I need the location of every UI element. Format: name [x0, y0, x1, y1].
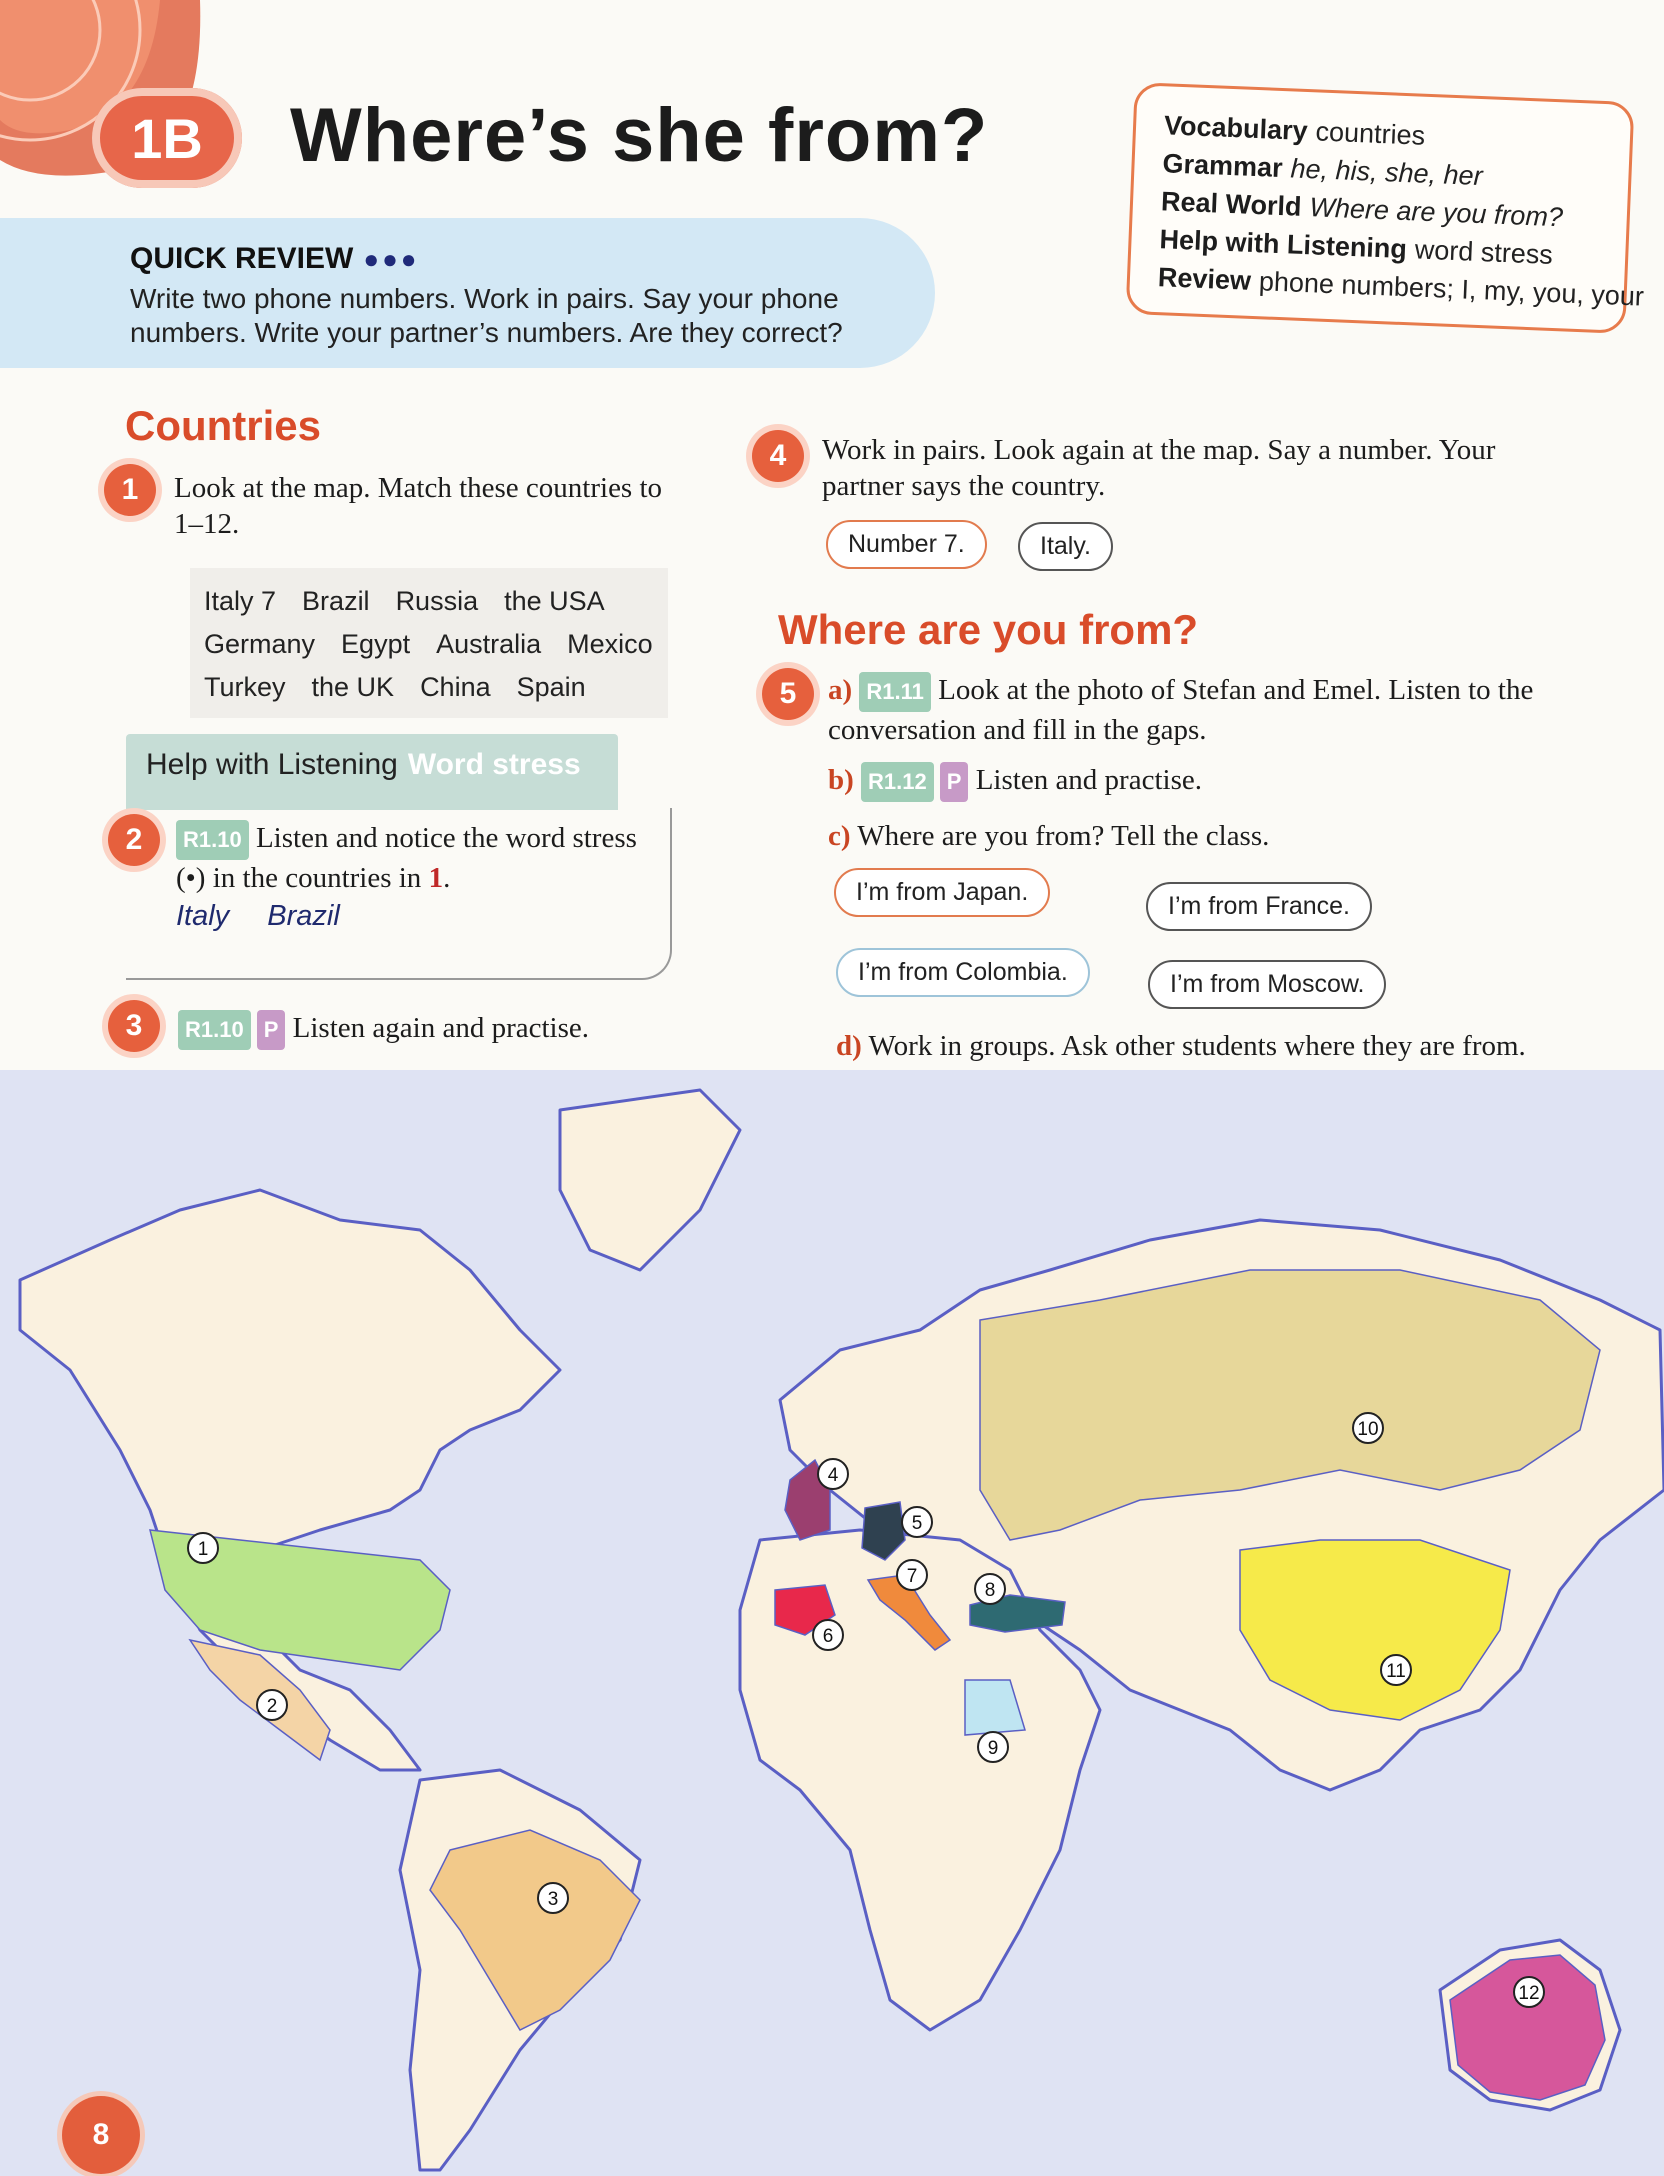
where-from-heading: Where are you from?	[778, 606, 1199, 653]
map-label-text: 10	[1357, 1419, 1379, 1440]
word-australia: Australia	[436, 629, 542, 659]
map-label-text: 9	[987, 1738, 999, 1759]
map-label-text: 5	[911, 1513, 923, 1534]
word-row	[204, 623, 654, 666]
exercise-2-text: R1.10 Listen and notice the word stress (•) in the countries in 1.	[176, 822, 637, 895]
word-turkey: Turkey	[204, 672, 286, 702]
exercise-3-number: 3	[108, 1000, 160, 1052]
map-label-text: 3	[547, 1889, 559, 1910]
word-egypt: Egypt	[341, 629, 411, 659]
quick-review-heading: QUICK REVIEW	[130, 242, 354, 275]
audio-track-tag[interactable]: R1.10	[176, 820, 249, 860]
exercise-1-text: Look at the map. Match these countries to 1–12.	[174, 472, 663, 540]
exercise-4-number: 4	[752, 430, 804, 482]
stress-examples	[176, 900, 340, 933]
map-label-text: 7	[906, 1566, 918, 1587]
countries-heading: Countries	[125, 402, 322, 449]
word-spain: Spain	[516, 672, 586, 702]
exercise-5c-text: c) Where are you from? Tell the class.	[828, 820, 1270, 852]
word-germany: Germany	[204, 629, 316, 659]
exercise-5a-text: a) R1.11 Look at the photo of Stefan and Emel. Listen to the conversation and fill in the gaps.	[828, 674, 1534, 747]
help-listening-title: Help with Listening	[146, 748, 398, 781]
exercise-3-text: R1.10 P Listen again and practise.	[178, 1010, 678, 1050]
exercise-1-number: 1	[104, 464, 156, 516]
quick-review-dots: ●●●	[363, 244, 420, 274]
word-mexico: Mexico	[567, 629, 653, 659]
exercise-5b-text: b) R1.12 P Listen and practise.	[828, 762, 1528, 802]
map-label-text: 6	[822, 1626, 834, 1647]
map-label-3	[538, 1883, 568, 1913]
page-number: 8	[62, 2096, 140, 2174]
help-with-listening-header	[126, 734, 618, 810]
word-uk: the UK	[311, 672, 395, 702]
speech-bubble: I’m from Moscow.	[1148, 960, 1386, 1009]
country-word-box	[190, 568, 668, 718]
word-row	[204, 666, 654, 709]
quick-review-text: Write two phone numbers. Work in pairs. Say your phone numbers. Write your partner’s numbers. Are they correct?	[130, 283, 843, 348]
word-russia: Russia	[395, 586, 479, 616]
word-usa: the USA	[504, 586, 605, 616]
map-label-8	[975, 1574, 1005, 1604]
map-label-6	[813, 1620, 843, 1650]
exercise-5-number: 5	[762, 668, 814, 720]
map-label-5	[902, 1507, 932, 1537]
example-brazil: Brazil	[267, 900, 340, 932]
goal-real-world: Real World Where are you from?	[1160, 186, 1564, 233]
map-label-text: 4	[827, 1465, 839, 1486]
word-italy: Italy 7	[204, 586, 277, 616]
exercise-4-text: Work in pairs. Look again at the map. Say a number. Your partner says the country.	[822, 434, 1496, 502]
map-label-text: 12	[1518, 1983, 1540, 2004]
speech-bubble: Number 7.	[826, 520, 987, 569]
goal-review: Review phone numbers; I, my, you, your	[1157, 262, 1645, 312]
speech-bubble: I’m from Colombia.	[836, 948, 1090, 997]
world-map	[0, 1070, 1664, 2176]
lesson-goals-box	[1126, 82, 1645, 334]
map-label-12	[1514, 1977, 1544, 2007]
pronunciation-tag: P	[940, 762, 969, 802]
exercise-ref: 1	[428, 862, 444, 895]
example-italy: Italy	[176, 900, 230, 932]
map-label-text: 8	[984, 1580, 996, 1601]
map-label-4	[818, 1459, 848, 1489]
map-label-7	[897, 1560, 927, 1590]
word-row	[204, 580, 654, 623]
speech-bubble: I’m from France.	[1146, 882, 1372, 931]
map-label-text: 11	[1386, 1661, 1406, 1682]
map-label-text: 1	[197, 1539, 209, 1560]
map-label-1	[188, 1533, 218, 1563]
page-title: Where’s she from?	[290, 93, 989, 178]
map-label-9	[978, 1732, 1008, 1762]
exercise-2-number: 2	[108, 814, 160, 866]
map-label-10	[1353, 1413, 1383, 1443]
quick-review-panel	[0, 218, 935, 368]
audio-track-tag[interactable]: R1.11	[859, 672, 931, 712]
unit-badge: 1B	[92, 88, 242, 188]
help-listening-subtitle: Word stress	[407, 748, 581, 781]
audio-track-tag[interactable]: R1.12	[861, 762, 934, 802]
map-label-text: 2	[266, 1696, 278, 1717]
word-china: China	[420, 672, 491, 702]
goal-vocabulary: Vocabulary countries	[1163, 110, 1426, 151]
pronunciation-tag: P	[257, 1010, 286, 1050]
map-label-11	[1381, 1655, 1411, 1685]
goal-help-listening: Help with Listening word stress	[1158, 224, 1554, 270]
word-brazil: Brazil	[302, 586, 370, 616]
audio-track-tag[interactable]: R1.10	[178, 1010, 251, 1050]
exercise-5d-text: d) Work in groups. Ask other students where they are from.	[836, 1030, 1526, 1062]
speech-bubble: I’m from Japan.	[834, 868, 1050, 917]
goal-grammar: Grammar he, his, she, her	[1162, 148, 1484, 192]
speech-bubble: Italy.	[1018, 522, 1113, 571]
map-label-2	[257, 1690, 287, 1720]
